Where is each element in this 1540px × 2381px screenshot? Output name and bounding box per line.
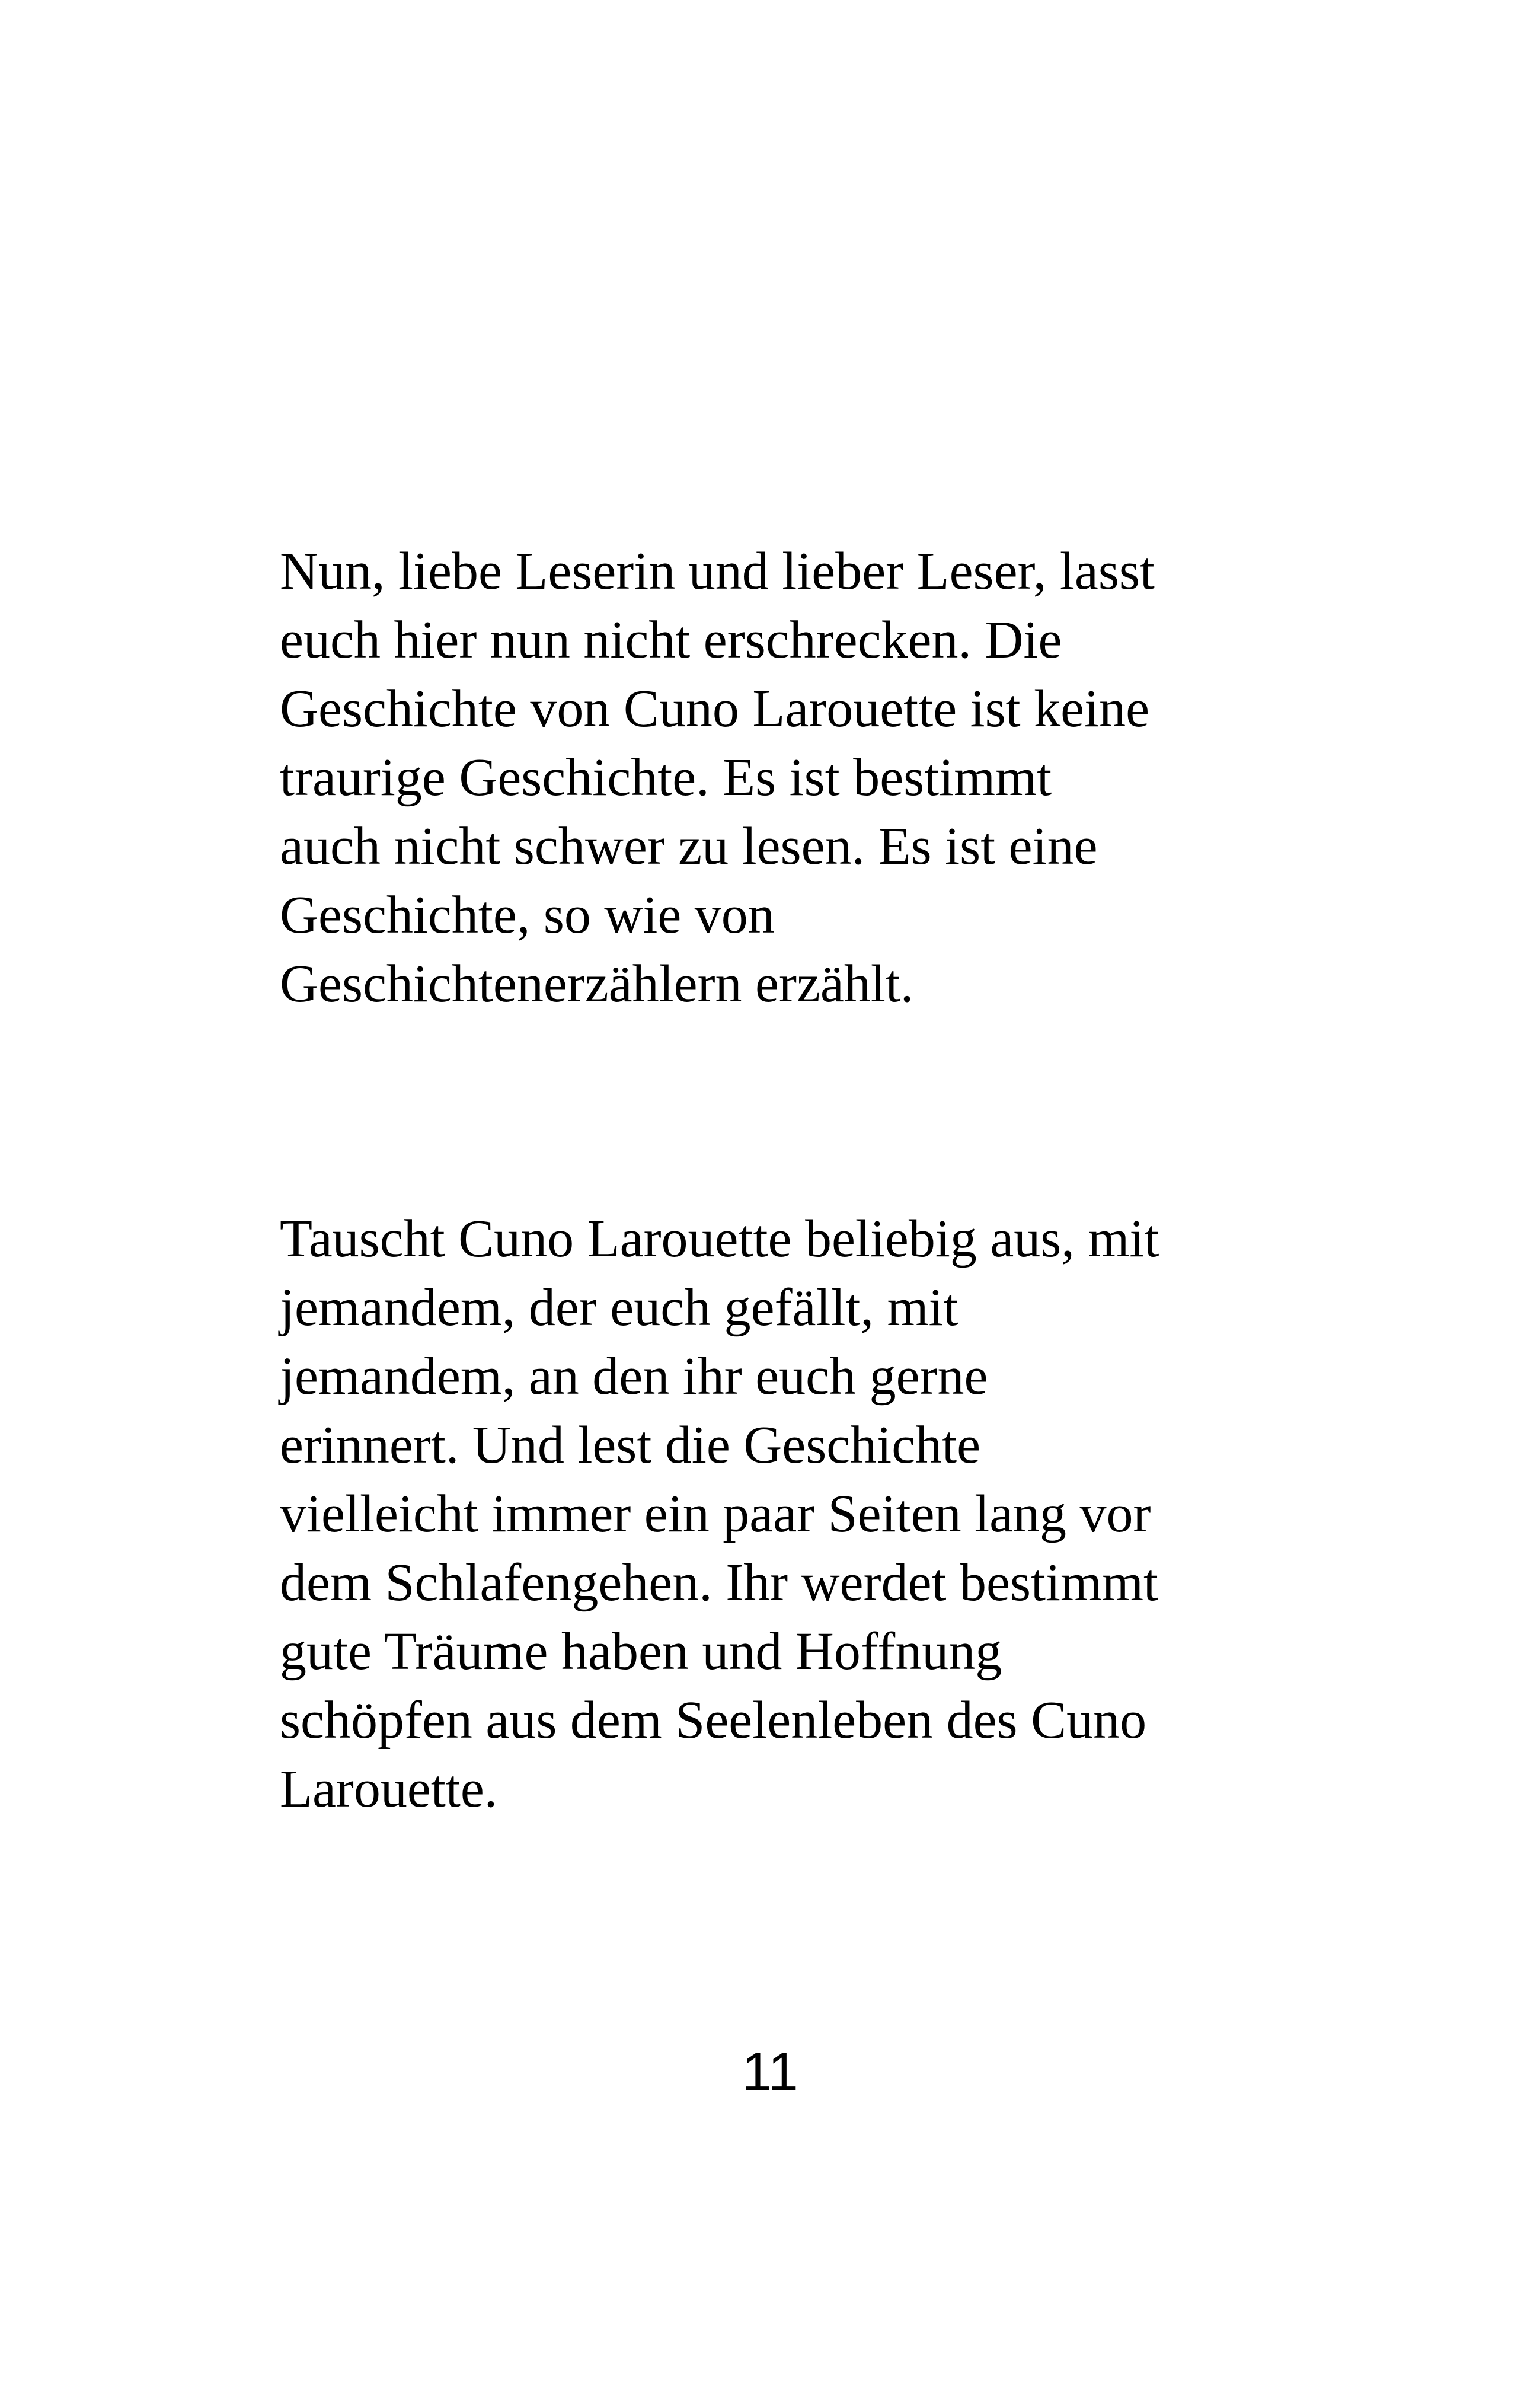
text-line: traurige Geschichte. Es ist bestimmt	[280, 748, 1052, 807]
text-line: vielleicht immer ein paar Seiten lang vor	[280, 1485, 1151, 1543]
text-line: Tauscht Cuno Larouette beliebig aus, mit	[280, 1209, 1159, 1268]
text-line: Geschichtenerzählern erzählt.	[280, 955, 914, 1013]
text-line: Larouette.	[280, 1760, 498, 1818]
text-line: Geschichte von Cuno Larouette ist keine	[280, 679, 1150, 738]
paragraph-2	[280, 1205, 1299, 1824]
text-line: euch hier nun nicht erschrecken. Die	[280, 611, 1062, 669]
text-line: auch nicht schwer zu lesen. Es ist eine	[280, 817, 1098, 876]
text-line: jemandem, an den ihr euch gerne	[280, 1347, 988, 1406]
text-line: gute Träume haben und Hoffnung	[280, 1622, 1002, 1681]
text-line: Nun, liebe Leserin und lieber Leser, lasst	[280, 542, 1155, 601]
paragraph-1	[280, 537, 1299, 1019]
text-line: dem Schlafengehen. Ihr werdet bestimmt	[280, 1553, 1159, 1612]
page-number: 11	[742, 2042, 798, 2102]
text-line: erinnert. Und lest die Geschichte	[280, 1416, 981, 1474]
text-line: jemandem, der euch gefällt, mit	[280, 1278, 958, 1337]
text-line: schöpfen aus dem Seelenleben des Cuno	[280, 1691, 1147, 1750]
text-line: Geschichte, so wie von	[280, 886, 775, 944]
